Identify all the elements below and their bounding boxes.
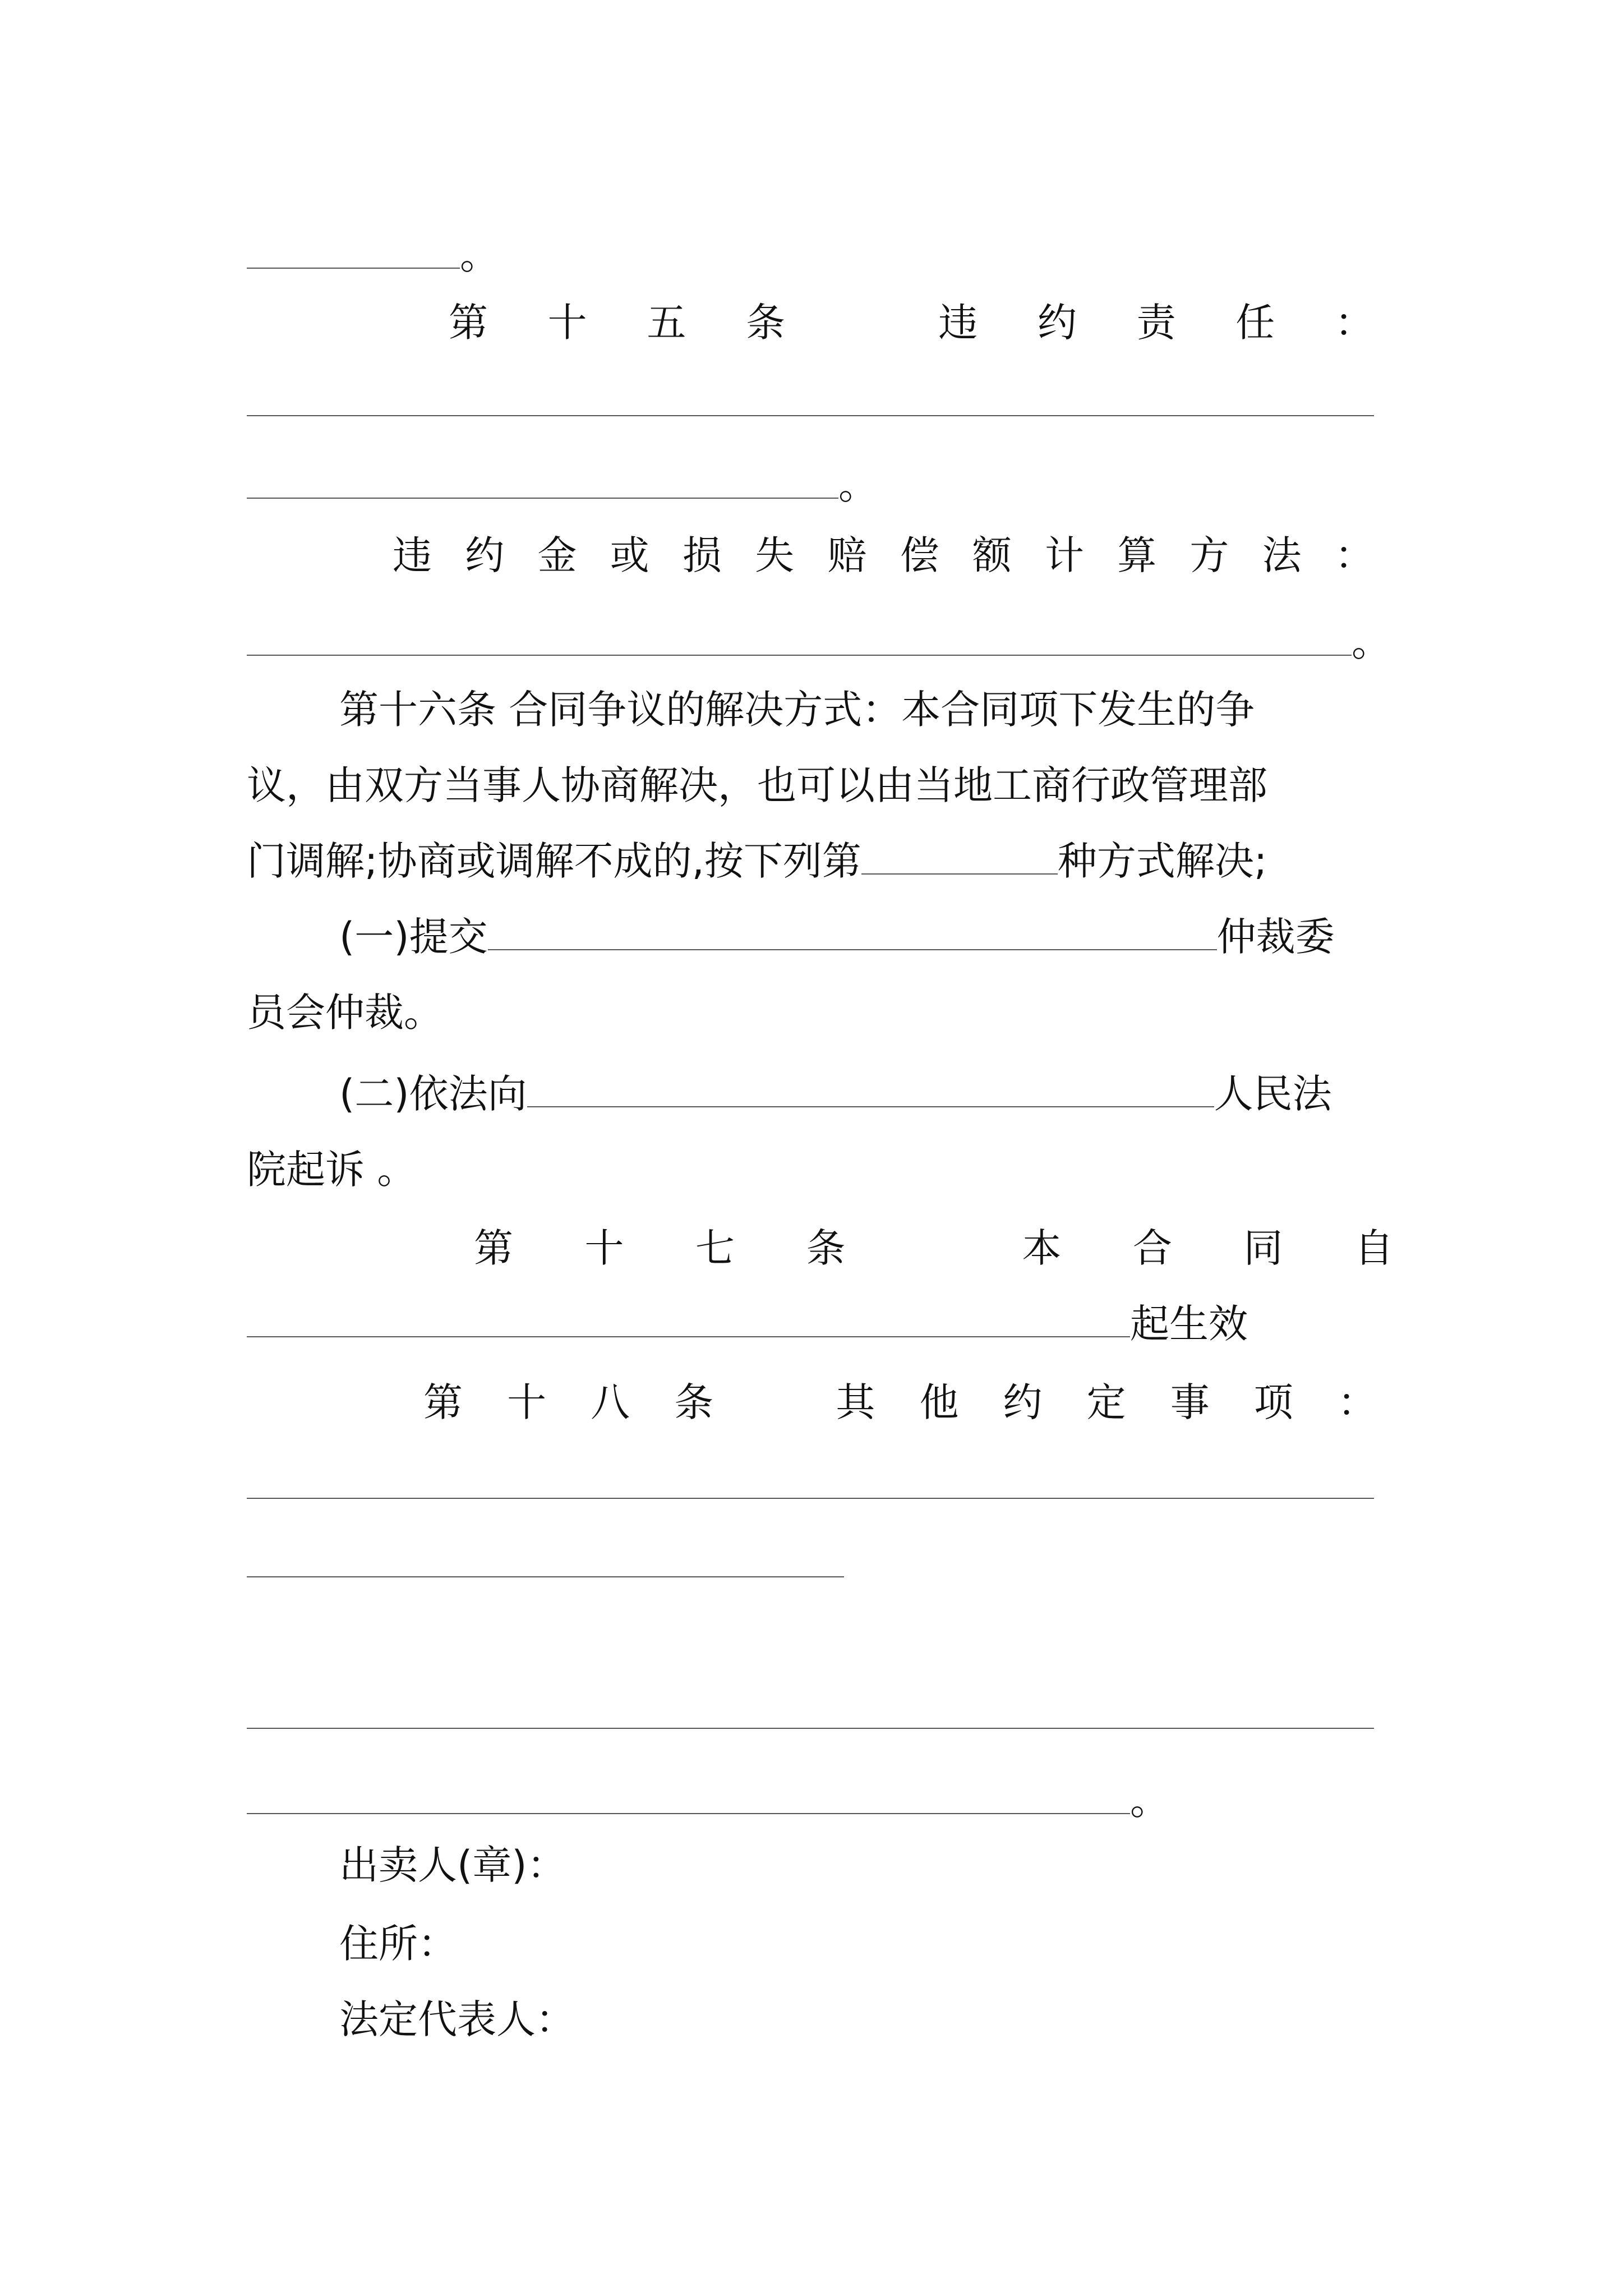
article-16-line-2: 议，由双方当事人协商解决，也可以由当地工商行政管理部 <box>247 762 1267 808</box>
address-label: 住所： <box>339 1921 457 1967</box>
blank-line-6: 。 <box>247 609 1393 676</box>
method-number-field[interactable] <box>861 829 1058 875</box>
blank-field[interactable] <box>247 610 1352 656</box>
penalty-method-label: 违 约 金 或 损 失 赔 偿 额 计 算 方 法 ： <box>393 532 1374 578</box>
blank-line-4: 。 <box>247 452 1393 519</box>
arbitration-committee-field[interactable] <box>488 904 1217 950</box>
option-court-cont: 院起诉 。 <box>247 1147 417 1193</box>
blank-line-final: 。 <box>247 1767 1393 1834</box>
article-18-heading: 第 十 八 条 其 他 约 定 事 项 ： <box>423 1379 1377 1425</box>
court-name-field[interactable] <box>527 1061 1214 1107</box>
blank-field[interactable] <box>247 1768 1130 1814</box>
blank-rule[interactable] <box>247 1498 1374 1499</box>
legal-rep-label: 法定代表人： <box>339 1996 575 2042</box>
effective-date-field[interactable] <box>247 1291 1130 1337</box>
option-court: (二)依法向 人民法 <box>339 1060 1394 1128</box>
blank-field[interactable] <box>247 453 838 499</box>
article-16-line-3: 门调解;协商或调解不成的,按下列第 种方式解决; <box>247 827 1393 895</box>
blank-line-1: 。 <box>247 222 1393 289</box>
blank-rule[interactable] <box>247 1576 844 1577</box>
article-17-heading: 第 十 七 条 本 合 同 自 <box>474 1225 1394 1271</box>
seller-seal-label: 出卖人(章)： <box>339 1842 566 1888</box>
blank-rule[interactable] <box>247 415 1374 416</box>
effective-date-line: 起生效 <box>247 1290 1393 1358</box>
blank-field[interactable] <box>247 223 460 269</box>
option-arbitration-cont: 员会仲裁。 <box>247 990 443 1036</box>
option-arbitration: (一)提交 仲裁委 <box>339 903 1394 970</box>
article-15-heading: 第 十 五 条 违 约 责 任 ： <box>449 300 1374 346</box>
article-16-line-1: 第十六条 合同争议的解决方式：本合同项下发生的争 <box>339 687 1255 733</box>
blank-rule[interactable] <box>247 1728 1374 1729</box>
